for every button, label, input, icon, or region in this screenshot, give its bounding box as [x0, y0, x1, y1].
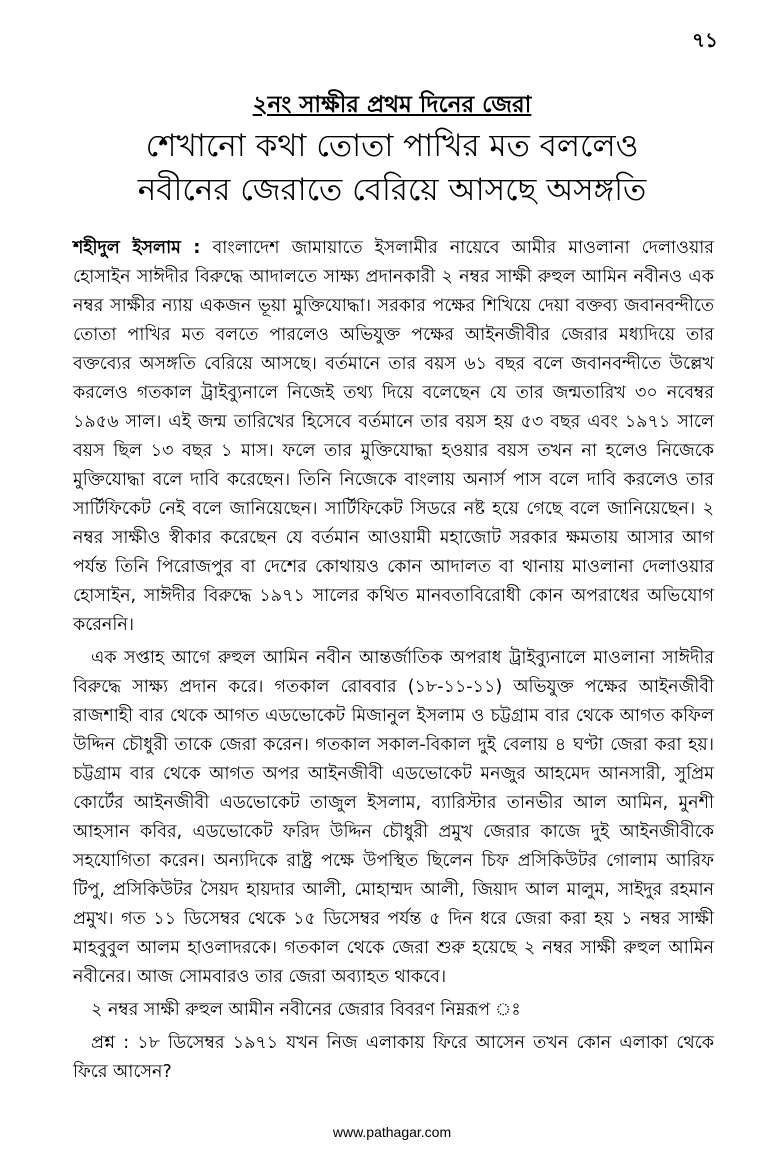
paragraph-2: এক সপ্তাহ আগে রুহুল আমিন নবীন আন্তর্জাতিক অপরাধ ট্রাইব্যুনালে মাওলানা সাঈদীর বিরুদ্ধে সাক্ষ্য প্রদান করে। গতকাল রোববার (১৮-১১-১১) অভিযুক্ত পক্ষের আইনজীবী রাজশাহী বার থেকে আগত এডভোকেট মিজানুল ইসলাম ও চট্টগ্রাম বার থেকে আগত কফিল উদ্দিন চৌধুরী তাকে জেরা করেন। গতকাল সকাল-বিকাল দুই বেলায় ৪ ঘণ্টা জেরা করা হয়। চট্টগ্রাম বার থেকে আগত অপর আইনজীবী এডভোকেট মনজুর আহমেদ আনসারী, সুপ্রিম কোর্টের আইনজীবী এডভোকেট তাজুল ইসলাম, ব্যারিস্টার তানভীর আল আমিন, মুনশী আহসান কবির, এডভোকেট ফরিদ উদ্দিন চৌধুরী প্রমুখ জেরার কাজে দুই আইনজীবীকে সহযোগিতা করেন। অন্যদিকে রাষ্ট্র পক্ষে উপস্থিত ছিলেন চিফ প্রসিকিউটর গোলাম আরিফ টিপু, প্রসিকিউটর সৈয়দ হায়দার আলী, মোহাম্মদ আলী, জিয়াদ আল মালুম, সাইদুর রহমান প্রমুখ। গত ১১ ডিসেম্বর থেকে ১৫ ডিসেম্বর পর্যন্ত ৫ দিন ধরে জেরা করা হয় ১ নম্বর সাক্ষী মাহবুবুল আলম হাওলাদরকে। গতকাল থেকে জেরা শুরু হয়েছে ২ নম্বর সাক্ষী রুহুল আমিন নবীনের। আজ সোমবারও তার জেরা অব্যাহত থাকবে।	[73, 648, 714, 987]
article-body	[73, 234, 714, 1091]
paragraph-3: ২ নম্বর সাক্ষী রুহুল আমীন নবীনের জেরার বিবরণ নিম্নরূপ ঃ	[91, 1000, 521, 1020]
headline-line-1: শেখানো কথা তোতা পাখির মত বললেও	[145, 128, 639, 164]
question-1	[73, 1029, 714, 1087]
footer-url: www.pathagar.com	[332, 1124, 452, 1140]
paragraph-1-text: বাংলাদেশ জামায়াতে ইসলামীর নায়েবে আমীর মাওলানা দেলাওয়ার হোসাইন সাঈদীর বিরুদ্ধে আদালতে সাক্ষ্য প্রদানকারী ২ নম্বর সাক্ষী রুহুল আমিন নবীনও এক নম্বর সাক্ষীর ন্যায় একজন ভূয়া মুক্তিযোদ্ধা। সরকার পক্ষের শিখিয়ে দেয়া বক্তব্য জবানবন্দীতে তোতা পাখির মত বলতে পারলেও অভিযুক্ত পক্ষের আইনজীবীর জেরার মধ্যদিয়ে তার বক্তব্যের অসঙ্গতি বেরিয়ে আসছে। বর্তমানে তার বয়স ৬১ বছর বলে জবানবন্দীতে উল্লেখ করলেও গতকাল ট্রাইব্যুনালে নিজেই তথ্য দিয়ে বলেছেন যে তার জন্মতারিখ ৩০ নবেম্বর ১৯৫৬ সাল। এই জন্ম তারিখের হিসেবে বর্তমানে তার বয়স হয় ৫৩ বছর এবং ১৯৭১ সালে বয়স ছিল ১৩ বছর ১ মাস। ফলে তার মুক্তিযোদ্ধা হওয়ার বয়স তখন না হলেও নিজেকে মুক্তিযোদ্ধা বলে দাবি করেছেন। তিনি নিজেকে বাংলায় অনার্স পাস বলে দাবি করলেও তার সার্টিফিকেট নেই বলে জানিয়েছেন। সার্টিফিকেট সিডরে নষ্ট হয়ে গেছে বলে জানিয়েছেন। ২ নম্বর সাক্ষীও স্বীকার করেছেন যে বর্তমান আওয়ামী মহাজোট সরকার ক্ষমতায় আসার আগ পর্যন্ত তিনি পিরোজপুর বা দেশের কোথায়ও কোন আদালত বা থানায় মাওলানা দেলাওয়ার হোসাইন, সাঈদীর বিরুদ্ধে ১৯৭১ সালের কথিত মানবতাবিরোধী কোন অপরাধের অভিযোগ করেননি।	[73, 238, 714, 635]
byline: শহীদুল ইসলাম :	[73, 238, 201, 258]
headline-line-2: নবীনের জেরাতে বেরিয়ে আসছে অসঙ্গতি	[137, 172, 647, 208]
question-1-text: ১৮ ডিসেম্বর ১৯৭১ যখন নিজ এলাকায় ফিরে আসেন তখন কোন এলাকা থেকে ফিরে আসেন?	[73, 1033, 714, 1082]
paragraph-1	[73, 234, 714, 640]
page-number: ৭১	[692, 28, 718, 52]
question-label: প্রশ্ন :	[91, 1033, 130, 1053]
headline	[40, 124, 744, 212]
section-kicker: ২নং সাক্ষীর প্রথম দিনের জেরা	[252, 92, 532, 118]
